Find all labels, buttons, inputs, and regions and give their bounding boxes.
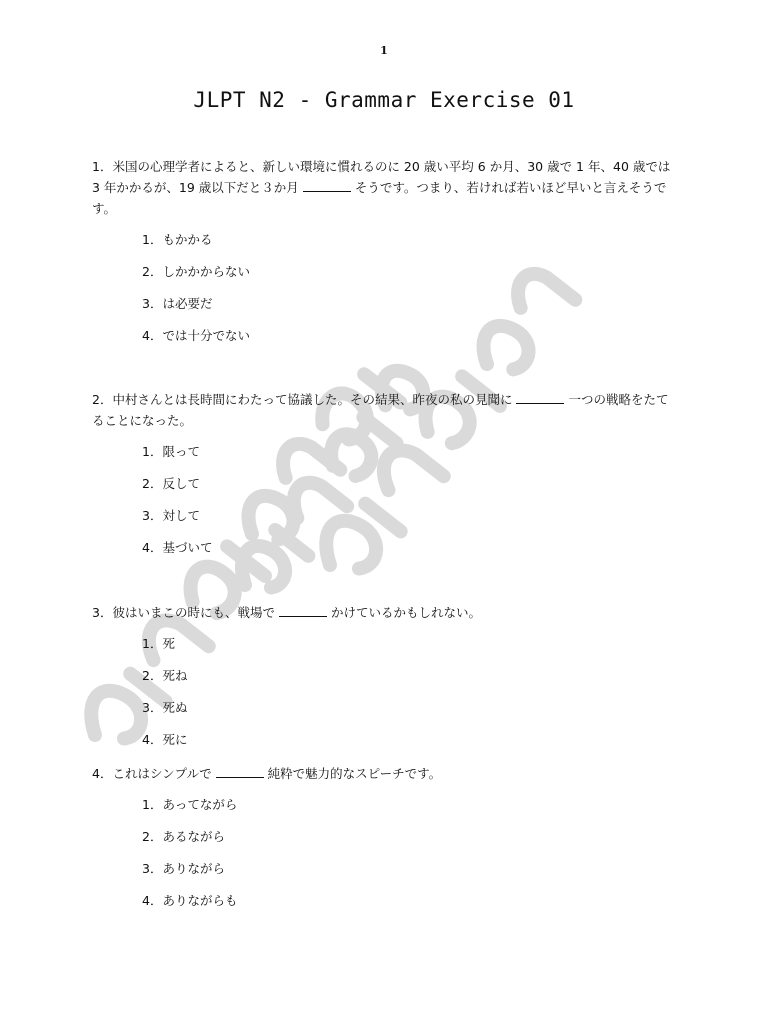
option: 1．あってながら: [142, 797, 238, 812]
option: 1．死: [142, 636, 175, 651]
question-stem: [92, 389, 678, 431]
stem-text: 3．彼はいまこの時にも、戦場で: [92, 605, 275, 620]
stem-text: 2．中村さんとは長時間にわたって協議した。その結果、昨夜の私の見聞に: [92, 392, 513, 407]
answer-blank: [303, 180, 351, 192]
stem-text: かけているかもしれない。: [330, 605, 481, 620]
option: 2．しかかからない: [142, 264, 250, 279]
question-3: [92, 602, 678, 750]
question-stem: [92, 602, 678, 623]
question-2: [92, 389, 678, 558]
option: 4．では十分でない: [142, 328, 250, 343]
stem-text: 1．米国の心理学者によると、新しい環境に慣れるのに 20 歳い平均 6 か月、30 歳で 1 年、40 歳では 3 年かかるが、19 歳以下だと３か月: [92, 159, 671, 195]
stem-text: そうです。つまり、若ければ若いほど早いと言えそうです。: [92, 180, 667, 216]
answer-blank: [216, 766, 264, 778]
page-title: JLPT N2 - Grammar Exercise 01: [193, 88, 575, 112]
option: 2．反して: [142, 476, 200, 491]
stem-text: 純粋で魅力的なスピーチです。: [267, 766, 442, 781]
option: 3．対して: [142, 508, 200, 523]
option: 3．は必要だ: [142, 296, 213, 311]
option: 2．あるながら: [142, 829, 225, 844]
option: 3．ありながら: [142, 861, 225, 876]
question-1: [92, 156, 678, 346]
stem-text: 一つの戦略をたてることになった。: [92, 392, 669, 428]
answer-blank: [516, 392, 564, 404]
option: 1．もかかる: [142, 232, 213, 247]
page-number: 1: [380, 44, 388, 57]
answer-blank: [279, 605, 327, 617]
stem-text: 4．これはシンプルで: [92, 766, 212, 781]
option: 4．死に: [142, 732, 188, 747]
option: 1．限って: [142, 444, 200, 459]
question-4: [92, 763, 678, 911]
option: 4．ありながらも: [142, 893, 238, 908]
option: 4．基づいて: [142, 540, 213, 555]
option: 3．死ぬ: [142, 700, 188, 715]
question-stem: [92, 156, 678, 219]
option: 2．死ね: [142, 668, 188, 683]
question-stem: [92, 763, 678, 784]
